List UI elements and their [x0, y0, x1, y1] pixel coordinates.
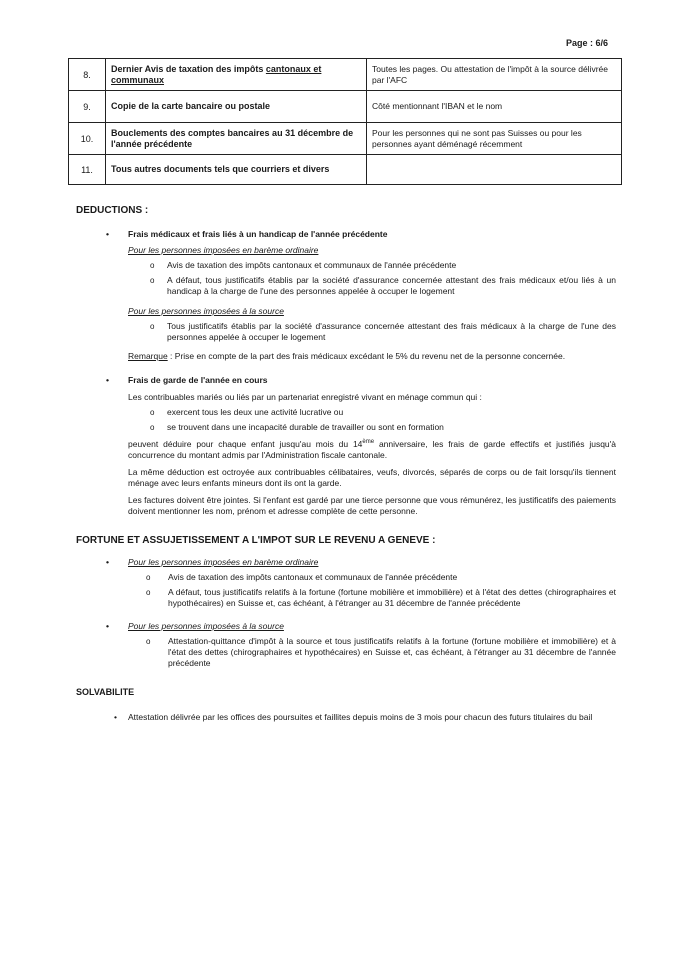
row-item: Dernier Avis de taxation des impôts cantonaux et communaux: [106, 59, 367, 91]
documents-table: [68, 58, 622, 185]
bullet-icon: •: [106, 556, 109, 567]
medical-heading: • Frais médicaux et frais liés à un handicap de l'année précédente: [106, 229, 388, 239]
row-item: Bouclements des comptes bancaires au 31 décembre de l'année précédente: [106, 123, 367, 155]
list-item: o A défaut, tous justificatifs relatifs à la fortune (fortune mobilière et immobilière) et à l'état des dettes (chirographaires et hypothécaires) en Suisse et, cas échéant, à l'étranger au 31 décembre de l'année précédente: [146, 586, 616, 608]
solvency-title: SOLVABILITE: [76, 686, 135, 697]
medical-ordinary-label: Pour les personnes imposées en barème ordinaire: [128, 245, 319, 255]
childcare-paragraph: La même déduction est octroyée aux contribuables célibataires, veufs, divorcés, séparés de corps ou de fait lorsqu'ils tiennent ménage avec leurs enfants mineurs dont ils ont la garde.: [128, 466, 616, 488]
medical-source-label: Pour les personnes imposées à la source: [128, 306, 284, 316]
childcare-intro: Les contribuables mariés ou liés par un partenariat enregistré vivant en ménage commun qui :: [128, 392, 482, 402]
row-number: 8.: [69, 59, 106, 91]
page-content: [76, 205, 624, 723]
row-number: 9.: [69, 91, 106, 123]
circle-bullet-icon: o: [150, 423, 155, 432]
page-number: Page : 6/6: [565, 38, 608, 48]
bullet-icon: •: [114, 711, 117, 722]
row-note: Pour les personnes qui ne sont pas Suisses ou pour les personnes ayant déménagé récemment: [367, 123, 622, 155]
medical-remark: [76, 351, 624, 362]
table-row: [69, 155, 622, 185]
childcare-paragraph: Les factures doivent être jointes. Si l'enfant est gardé par une tierce personne que vous rémunérez, les justificatifs des paiements doivent mentionner les nom, prénom et adresse complète de cette personne.: [128, 494, 616, 516]
row-number: 10.: [69, 123, 106, 155]
circle-bullet-icon: o: [150, 276, 155, 285]
circle-bullet-icon: o: [146, 572, 151, 582]
row-note: Toutes les pages. Ou attestation de l'impôt à la source délivrée par l'AFC: [367, 59, 622, 91]
remark-text: : Prise en compte de la part des frais médicaux excédant le 5% du revenu net de la personne concernée.: [167, 351, 566, 361]
childcare-paragraph: peuvent déduire pour chaque enfant jusqu'au mois du 14ème anniversaire, les frais de garde effectifs et justifiés jusqu'à concurrence du montant admis par l'Administration fiscale cantonale.: [128, 438, 616, 460]
bullet-icon: •: [106, 229, 109, 239]
table-row: [69, 91, 622, 123]
table-row: [69, 59, 622, 91]
list-item: o Attestation-quittance d'impôt à la source et tous justificatifs relatifs à la fortune (fortune mobilière et immobilière) et à l'état des dettes (chirographaires et hypothécaires) en Suisse et, cas échéant, à l'étranger au 31 décembre de l'année précédente: [146, 635, 616, 668]
table-row: [69, 123, 622, 155]
bullet-icon: •: [106, 375, 109, 385]
fortune-title: FORTUNE ET ASSUJETISSEMENT A L'IMPOT SUR LE REVENU A GENEVE :: [76, 534, 436, 546]
circle-bullet-icon: o: [146, 587, 151, 597]
circle-bullet-icon: o: [146, 636, 151, 646]
row-item: Copie de la carte bancaire ou postale: [106, 91, 367, 123]
list-item: o se trouvent dans une incapacité durable de travailler ou sont en formation: [150, 422, 444, 432]
childcare-heading: • Frais de garde de l'année en cours: [106, 375, 268, 385]
fortune-source-label: • Pour les personnes imposées à la source: [106, 620, 284, 631]
row-number: 11.: [69, 155, 106, 185]
row-item: Tous autres documents tels que courriers et divers: [106, 155, 367, 185]
list-item: o Avis de taxation des impôts cantonaux et communaux de l'année précédente: [150, 260, 457, 270]
fortune-ordinary-label: • Pour les personnes imposées en barème ordinaire: [106, 556, 319, 567]
remark-label: Remarque: [128, 351, 168, 361]
circle-bullet-icon: o: [150, 261, 155, 270]
list-item: o Avis de taxation des impôts cantonaux et communaux de l'année précédente: [146, 571, 458, 582]
list-item: • Attestation délivrée par les offices des poursuites et faillites depuis moins de 3 mois pour chacun des futurs titulaires du bail: [114, 711, 593, 722]
deductions-title: DEDUCTIONS :: [76, 205, 149, 216]
circle-bullet-icon: o: [150, 408, 155, 417]
list-item: o Tous justificatifs établis par la société d'assurance concernée attestant des frais médicaux à la charge de l'une des personnes appelée à occuper le logement: [150, 321, 616, 342]
list-item: o A défaut, tous justificatifs établis par la société d'assurance concernée attestant des frais médicaux et/ou liés à un handicap à la charge de l'une des personnes appelée à occuper le logement: [150, 275, 616, 296]
circle-bullet-icon: o: [150, 322, 155, 331]
row-note: [367, 155, 622, 185]
row-note: Côté mentionnant l'IBAN et le nom: [367, 91, 622, 123]
list-item: o exercent tous les deux une activité lucrative ou: [150, 407, 344, 417]
bullet-icon: •: [106, 620, 109, 631]
